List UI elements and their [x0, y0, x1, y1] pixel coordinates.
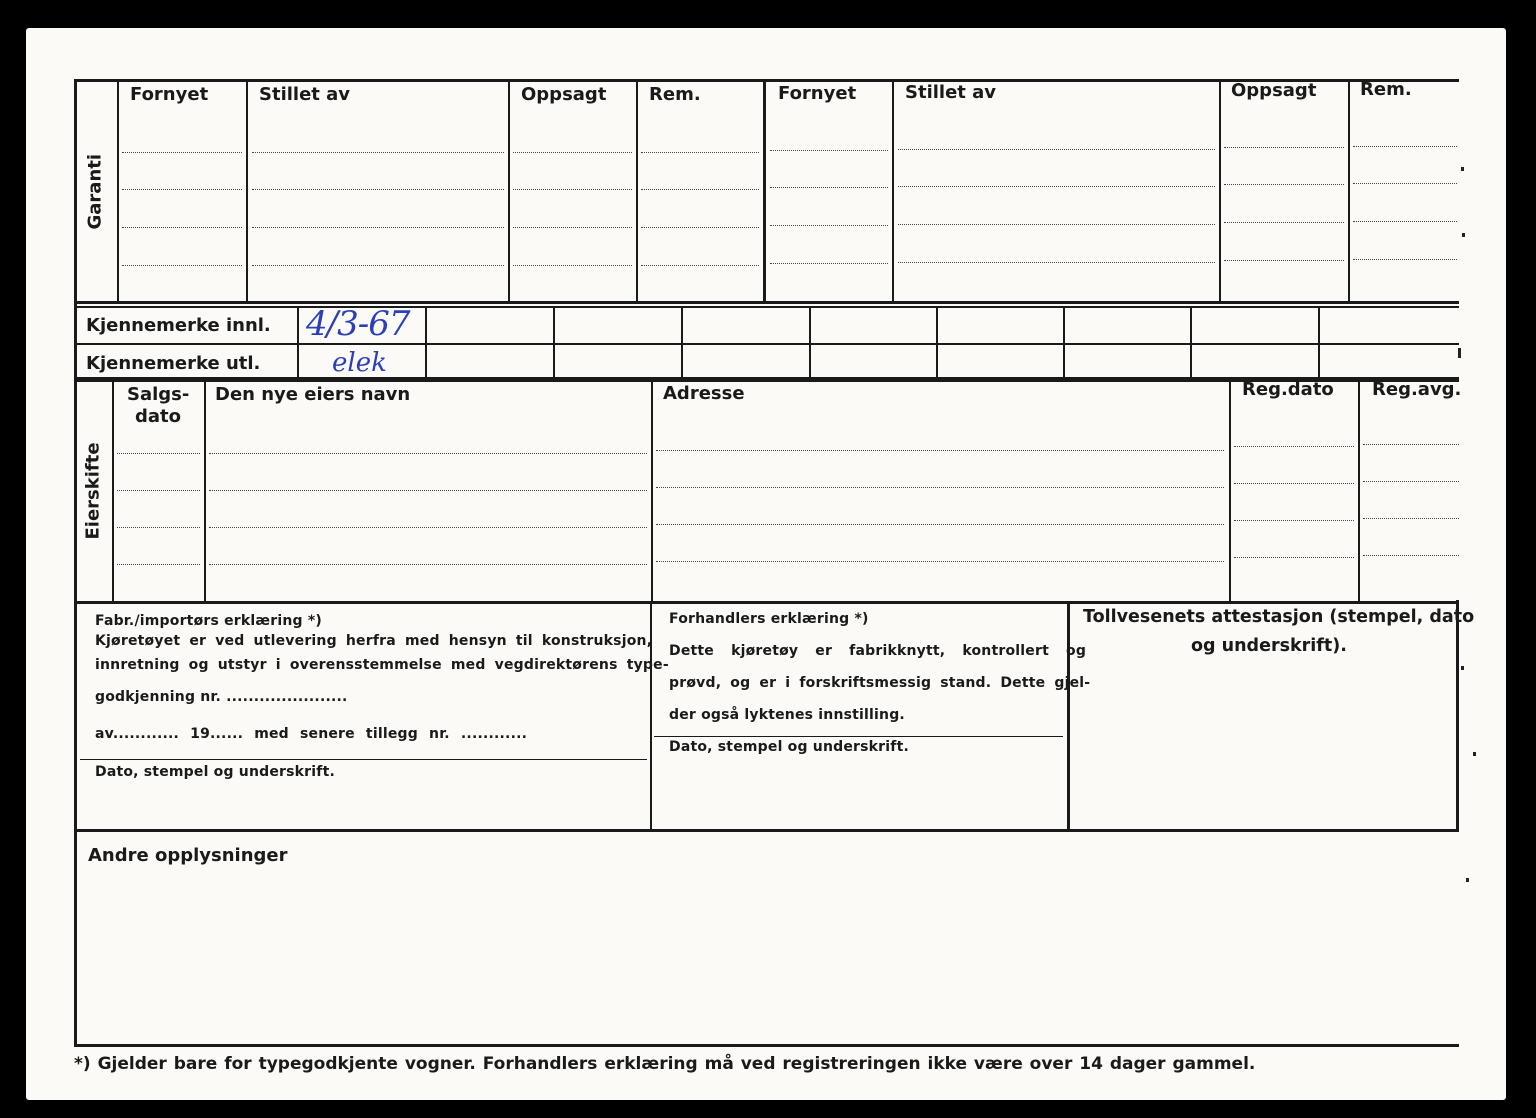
garanti-side-label: Garanti [84, 153, 106, 230]
eierskifte-dotted-line [1234, 557, 1354, 558]
eierskifte-dotted-line [1234, 446, 1354, 447]
garanti-dotted-line [1224, 260, 1344, 261]
kjennemerke-utl-label: Kjennemerke utl. [86, 353, 261, 374]
forhandler-title: Forhandlers erklæring *) [669, 611, 869, 627]
garanti-header-stillet-av-2: Stillet av [905, 82, 997, 103]
eierskifte-col-divider [651, 382, 653, 602]
forhandler-separator [654, 736, 1063, 737]
andre-opplysninger-label: Andre opplysninger [88, 845, 288, 866]
kjennemerke-col-divider [1190, 308, 1192, 378]
garanti-dotted-line [513, 227, 632, 228]
garanti-col-divider [508, 82, 510, 302]
eierskifte-bottom-border [74, 601, 1459, 604]
garanti-dotted-line [513, 265, 632, 266]
garanti-col-divider [892, 82, 894, 302]
eierskifte-dotted-line [209, 453, 647, 454]
garanti-dotted-line [1353, 259, 1457, 260]
garanti-col-divider [636, 82, 638, 302]
forhandler-text-line2: prøvd, og er i forskriftsmessig stand. Dette gjel- [669, 675, 1091, 691]
forhandler-text-line3: der også lyktenes innstilling. [669, 707, 905, 723]
eierskifte-col-divider [1229, 382, 1231, 602]
fabr-title: Fabr./importørs erklæring *) [95, 613, 322, 629]
eierskifte-header-regdato: Reg.dato [1242, 379, 1334, 400]
handwritten-date: 4/3-67 [306, 304, 410, 344]
eierskifte-dotted-line [1234, 520, 1354, 521]
garanti-dotted-line [898, 262, 1215, 263]
garanti-header-oppsagt-2: Oppsagt [1231, 80, 1317, 101]
kjennemerke-innl-label: Kjennemerke innl. [86, 315, 271, 336]
eierskifte-dotted-line [656, 450, 1224, 451]
fabr-text-line3: godkjenning nr. ...................... [95, 689, 348, 705]
toll-text-line1: Tollvesenets attestasjon (stempel, dato [1083, 607, 1475, 627]
forhandler-dato-label: Dato, stempel og underskrift. [669, 739, 909, 755]
eierskifte-dotted-line [117, 527, 200, 528]
kjennemerke-col-divider [936, 308, 938, 378]
garanti-dotted-line [1353, 183, 1457, 184]
garanti-dotted-line [770, 225, 888, 226]
fabr-dato-label: Dato, stempel og underskrift. [95, 764, 335, 780]
garanti-col-divider [1219, 82, 1221, 302]
eierskifte-col-divider [112, 382, 114, 602]
garanti-dotted-line [1353, 146, 1457, 147]
garanti-dotted-line [252, 189, 504, 190]
edge-mark [1461, 666, 1464, 670]
garanti-dotted-line [641, 265, 759, 266]
garanti-dotted-line [122, 189, 242, 190]
eierskifte-side-label: Eierskifte [82, 442, 104, 540]
edge-mark [1458, 348, 1461, 358]
edge-mark [1461, 167, 1464, 171]
garanti-dotted-line [641, 152, 759, 153]
garanti-dotted-line [1224, 222, 1344, 223]
garanti-dotted-line [1224, 147, 1344, 148]
kjennemerke-col-divider [425, 308, 427, 378]
footnote: *) Gjelder bare for typegodkjente vogner. Forhandlers erklæring må ved registreringen ikke være over 14 dager gammel. [74, 1054, 1256, 1074]
garanti-header-stillet-av: Stillet av [259, 84, 351, 105]
eierskifte-dotted-line [1363, 518, 1459, 519]
garanti-dotted-line [122, 265, 242, 266]
eierskifte-dotted-line [117, 490, 200, 491]
eierskifte-dotted-line [1363, 444, 1459, 445]
garanti-center-divider [763, 82, 766, 302]
garanti-dotted-line [252, 265, 504, 266]
eierskifte-header-navn: Den nye eiers navn [215, 384, 411, 405]
garanti-header-rem-2: Rem. [1360, 79, 1412, 100]
fabr-text-line1: Kjøretøyet er ved utlevering herfra med hensyn til konstruksjon, [95, 633, 653, 649]
declaration-col-divider [1067, 604, 1070, 830]
eierskifte-dotted-line [656, 524, 1224, 525]
garanti-dotted-line [1224, 184, 1344, 185]
eierskifte-dotted-line [1363, 481, 1459, 482]
kjennemerke-col-divider [1318, 308, 1320, 378]
garanti-dotted-line [641, 189, 759, 190]
garanti-dotted-line [898, 224, 1215, 225]
declaration-right-border [1456, 600, 1459, 830]
toll-text-line2: og underskrift). [1191, 636, 1347, 656]
garanti-dotted-line [898, 149, 1215, 150]
eierskifte-header-salgs: Salgs- [127, 384, 190, 405]
eierskifte-dotted-line [1234, 483, 1354, 484]
garanti-header-rem: Rem. [649, 84, 701, 105]
garanti-dotted-line [770, 263, 888, 264]
fabr-text-line4: av............ 19...... med senere tillegg nr. ............ [95, 726, 528, 742]
garanti-header-oppsagt: Oppsagt [521, 84, 607, 105]
kjennemerke-col-divider [553, 308, 555, 378]
garanti-dotted-line [898, 186, 1215, 187]
garanti-dotted-line [122, 227, 242, 228]
kjennemerke-col-divider [1063, 308, 1065, 378]
garanti-dotted-line [513, 152, 632, 153]
kjennemerke-top-border [74, 306, 1459, 308]
kjennemerke-col-divider [681, 308, 683, 378]
eierskifte-dotted-line [117, 564, 200, 565]
kjennemerke-col-divider [297, 308, 299, 378]
garanti-col-divider [1348, 82, 1350, 302]
garanti-col-divider [117, 82, 119, 302]
edge-mark [1473, 752, 1476, 756]
eierskifte-dotted-line [209, 564, 647, 565]
garanti-dotted-line [770, 150, 888, 151]
bottom-border [74, 1044, 1459, 1047]
eierskifte-header-dato: dato [135, 406, 182, 427]
edge-mark [1462, 233, 1465, 237]
garanti-dotted-line [1353, 221, 1457, 222]
kjennemerke-mid-line [74, 343, 1459, 345]
declarations-bottom-border [74, 829, 1459, 832]
garanti-dotted-line [252, 227, 504, 228]
garanti-col-divider [246, 82, 248, 302]
eierskifte-col-divider [1358, 382, 1360, 602]
garanti-header-fornyet-2: Fornyet [778, 83, 857, 104]
garanti-dotted-line [770, 187, 888, 188]
eierskifte-dotted-line [117, 453, 200, 454]
garanti-dotted-line [122, 152, 242, 153]
edge-mark [1466, 878, 1469, 882]
kjennemerke-col-divider [809, 308, 811, 378]
eierskifte-dotted-line [656, 561, 1224, 562]
handwritten-signature: elek [332, 348, 387, 378]
garanti-dotted-line [513, 189, 632, 190]
forhandler-text-line1: Dette kjøretøy er fabrikknytt, kontrollert og [669, 643, 1087, 659]
left-outer-border [74, 79, 77, 1046]
eierskifte-header-regavg: Reg.avg. [1372, 379, 1462, 400]
fabr-separator [80, 759, 647, 760]
garanti-dotted-line [252, 152, 504, 153]
garanti-dotted-line [641, 227, 759, 228]
eierskifte-dotted-line [1363, 555, 1459, 556]
eierskifte-dotted-line [209, 527, 647, 528]
fabr-text-line2: innretning og utstyr i overensstemmelse med vegdirektørens type- [95, 657, 669, 673]
eierskifte-col-divider [204, 382, 206, 602]
eierskifte-dotted-line [656, 487, 1224, 488]
garanti-header-fornyet: Fornyet [130, 84, 209, 105]
garanti-bottom-border [74, 301, 1459, 304]
eierskifte-dotted-line [209, 490, 647, 491]
eierskifte-header-adresse: Adresse [663, 383, 745, 404]
